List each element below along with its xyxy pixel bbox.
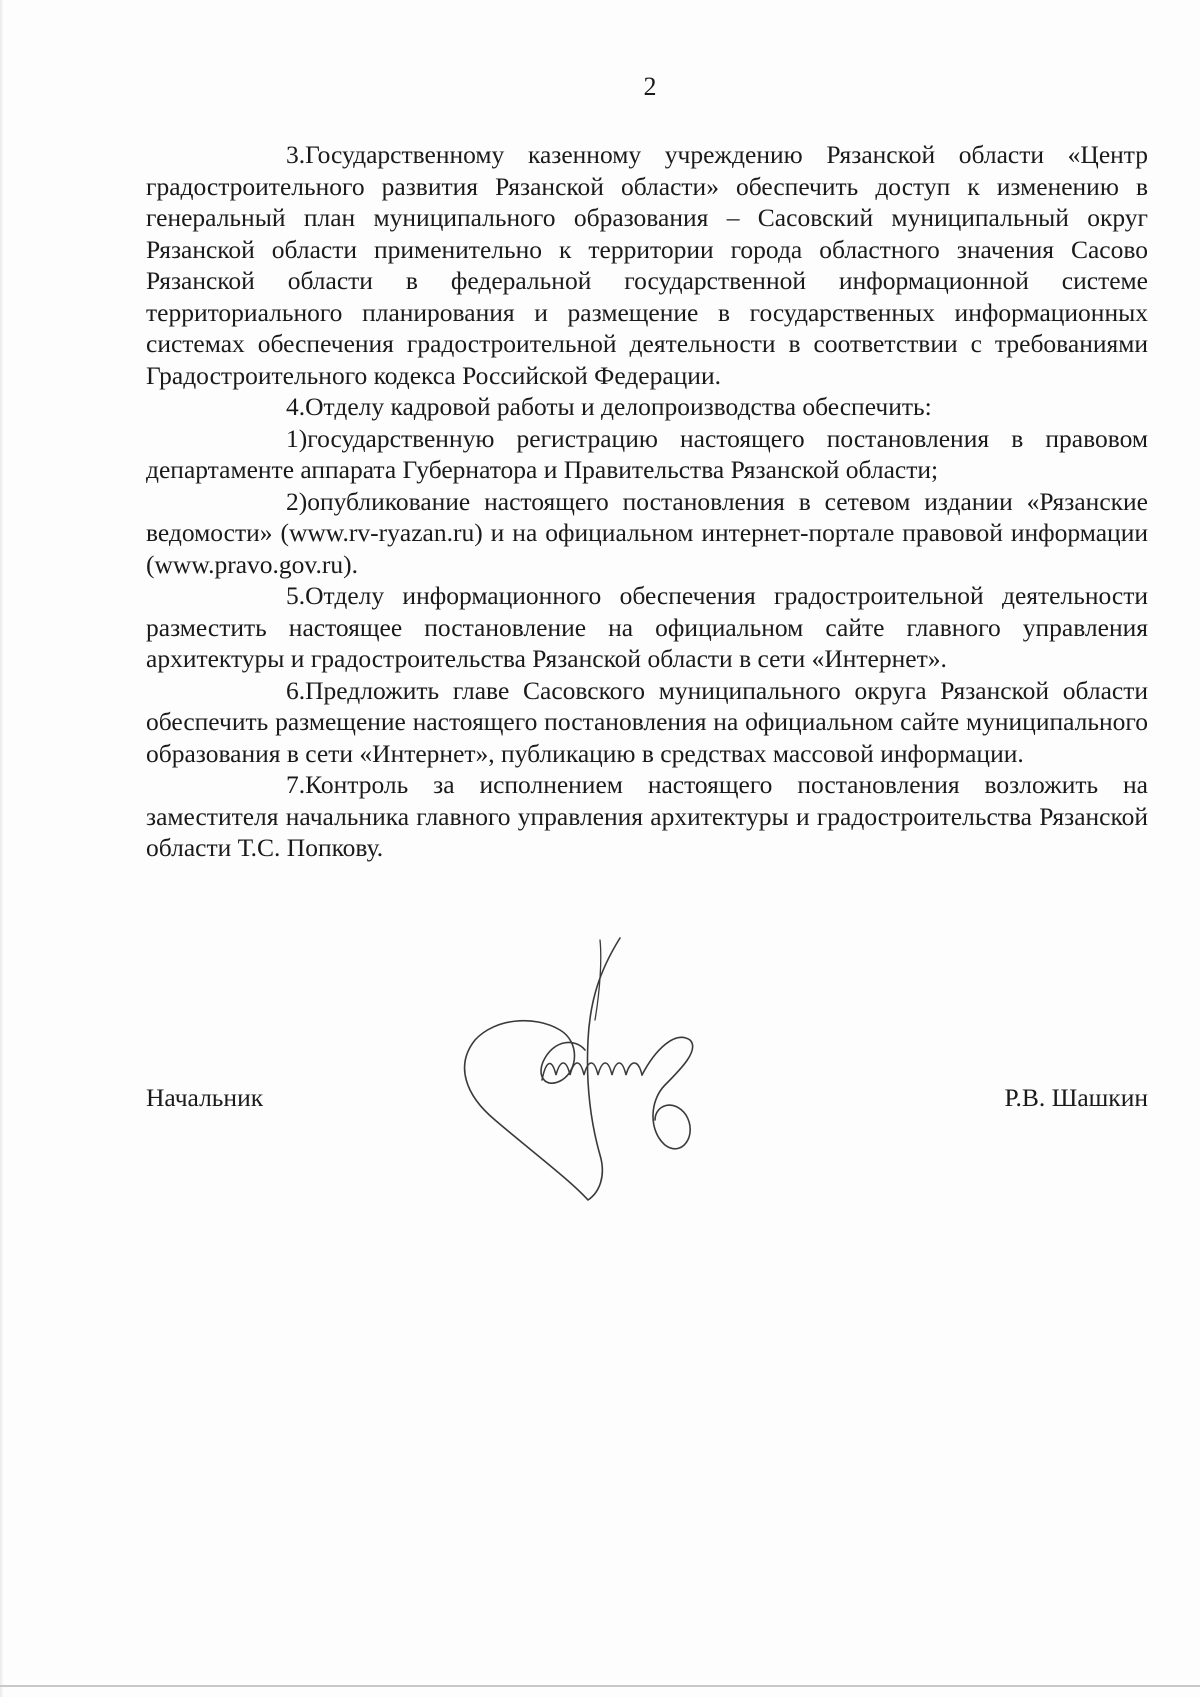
scan-left-edge [0, 0, 4, 1697]
signatory-position: Начальник [146, 1083, 264, 1112]
paragraph-text: Предложить главе Сасовского муниципального округа Рязанской области обеспечить размещение настоящего постановления на официальном сайте муниципального образования в сети «Интернет», публикацию в средствах массовой информации. [146, 675, 1148, 768]
paragraph-number: 6. [286, 675, 306, 705]
paragraph-text: Государственному казенному учреждению Рязанской области «Центр градостроительного развития Рязанской области» обеспечить доступ к изменению в генеральный план муниципального образования – Сасовский муниципальный округ Рязанской области применительно к территории города областного значения Сасово Рязанской области в федеральной государственной информационной системе территориального планирования и размещение в государственных информационных системах обеспечения градостроительной деятельности в соответствии с требованиями Градостроительного кодекса Российской Федерации. [146, 140, 1148, 390]
paragraph-text: государственную регистрацию настоящего постановления в правовом департаменте аппарата Губернатора и Правительства Рязанской области; [146, 423, 1148, 484]
document-body [146, 139, 1148, 864]
paragraph-number: 7. [286, 770, 306, 799]
paragraph-number: 3. [286, 140, 306, 169]
paragraph-number: 2) [286, 486, 308, 516]
paragraph-text: Контроль за исполнением настоящего постановления возложить на заместителя начальника главного управления архитектуры и градостроительства Рязанской области Т.С. Попкову. [146, 770, 1148, 862]
paragraph-number: 1) [286, 423, 308, 453]
paragraph-5 [146, 580, 1148, 675]
handwritten-signature [450, 930, 700, 1220]
paragraph-text: опубликование настоящего постановления в сетевом издании «Рязанские ведомости» (www.rv-ryazan.ru) и на официальном интернет-портале правовой информации (www.pravo.gov.ru). [146, 486, 1148, 579]
page-number: 2 [643, 72, 657, 101]
paragraph-text: Отделу информационного обеспечения градостроительной деятельности разместить настоящее постановление на официальном сайте главного управления архитектуры и градостроительства Рязанской области в сети «Интернет». [146, 581, 1148, 673]
subparagraph-2 [146, 486, 1148, 581]
paragraph-text: Отделу кадровой работы и делопроизводства обеспечить: [305, 392, 932, 421]
paragraph-3 [146, 139, 1148, 391]
paragraph-7 [146, 769, 1148, 864]
subparagraph-1 [146, 423, 1148, 486]
scan-bottom-edge [0, 1685, 1200, 1687]
paragraph-number: 5. [286, 581, 306, 610]
paragraph-6 [146, 675, 1148, 770]
paragraph-4 [146, 391, 1148, 423]
paragraph-number: 4. [286, 392, 306, 421]
signatory-name: Р.В. Шашкин [1004, 1083, 1148, 1112]
